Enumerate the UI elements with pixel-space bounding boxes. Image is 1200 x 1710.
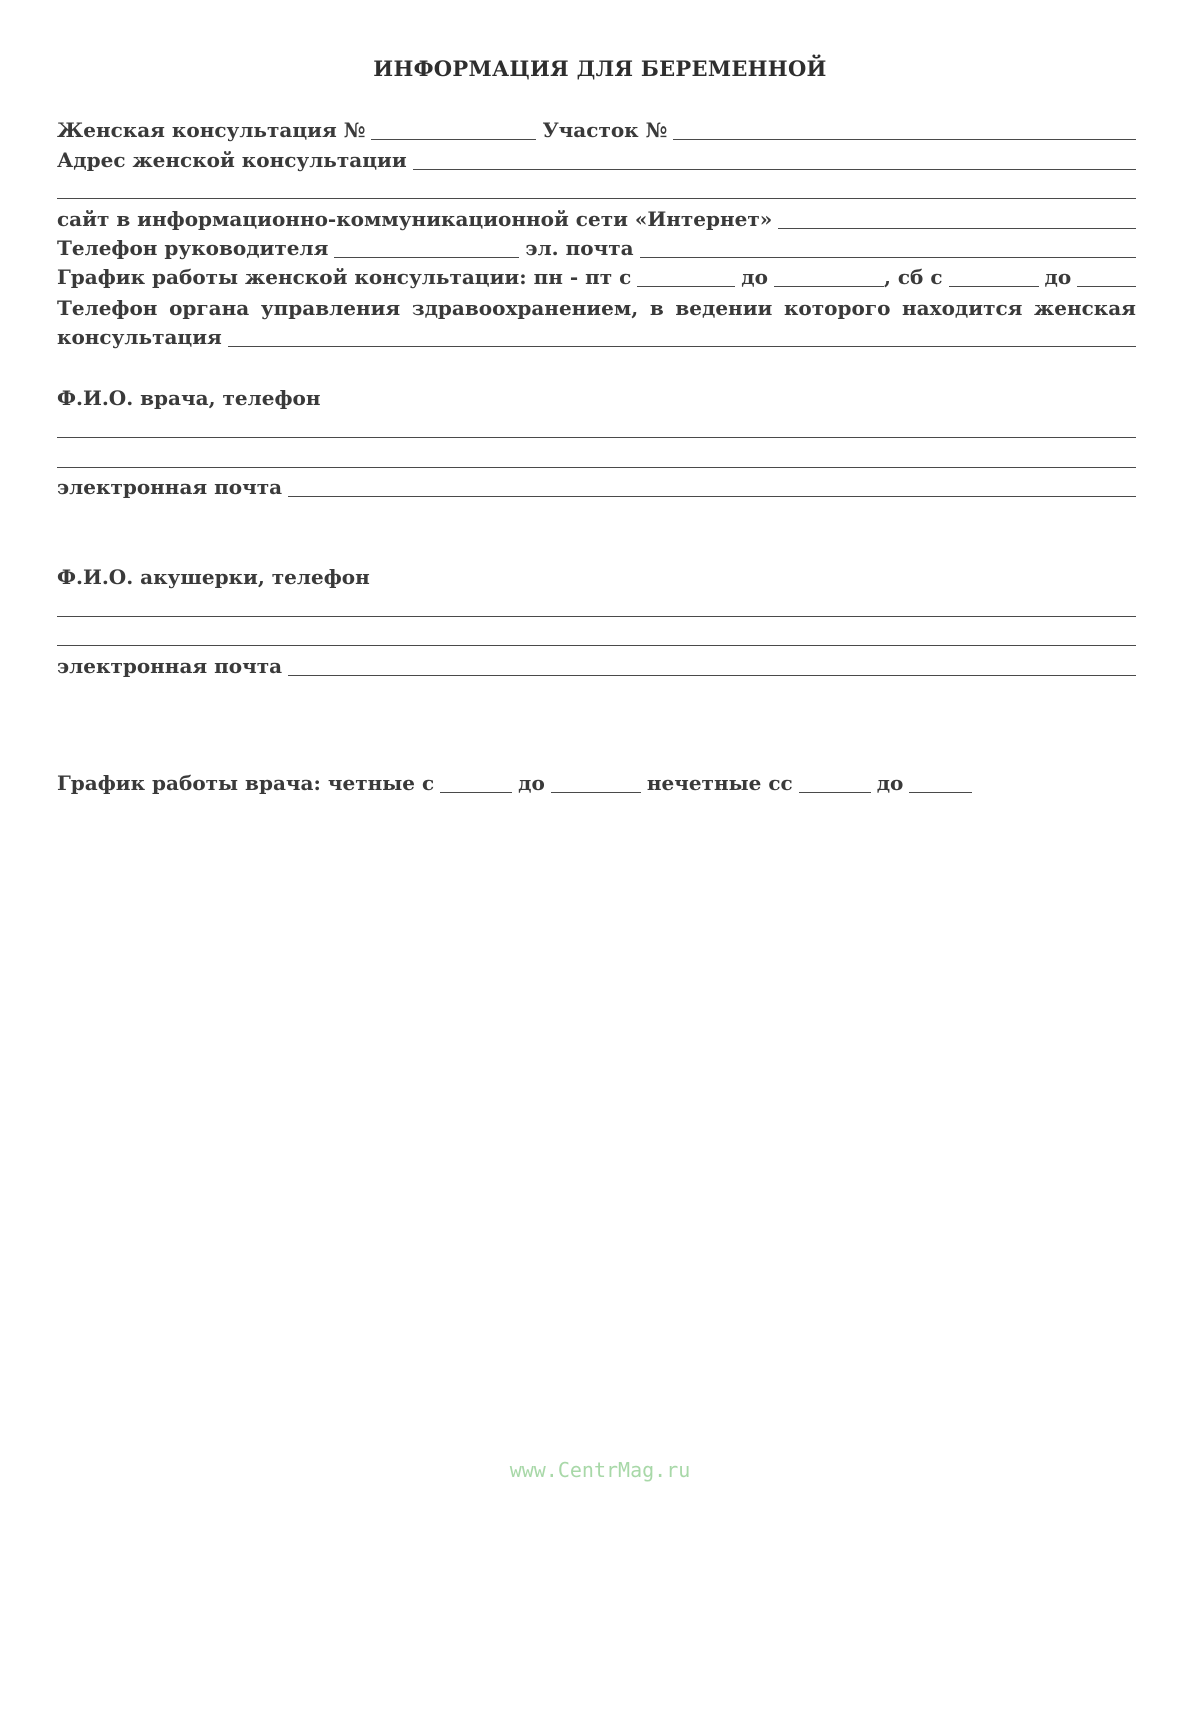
saturday-from-field[interactable] [949,266,1039,287]
row-head-phone [57,236,1136,260]
odd-from-label: нечетные сс [646,771,793,795]
midwife-info-line-2[interactable] [57,645,1136,646]
odd-to-label: до [876,771,904,795]
even-from-field[interactable] [440,772,512,793]
authority-word: здравоохранением, [411,296,639,320]
authority-word: органа [169,296,250,320]
doctor-email-label: электронная почта [57,475,283,499]
district-number-label: Участок № [542,118,668,142]
website-label: сайт в информационно-коммуникационной сети «Интернет» [57,207,773,231]
clinic-schedule-label: График работы женской консультации: пн - пт с [57,265,632,289]
row-doctor-email [57,475,1136,499]
address-field-line-2[interactable] [57,198,1136,199]
head-phone-field[interactable] [334,237,519,258]
row-address [57,148,1136,172]
saturday-from-label: , сб с [883,265,943,289]
email-short-label: эл. почта [525,236,634,260]
authority-word: управления [260,296,401,320]
midwife-name-phone-label: Ф.И.О. акушерки, телефон [57,565,370,589]
address-field[interactable] [413,149,1136,170]
authority-word: женская [1034,296,1136,320]
watermark-text: www.CentrMag.ru [509,1458,691,1482]
address-label: Адрес женской консультации [57,148,407,172]
authority-phone-text [57,296,1136,320]
authority-word: Телефон [57,296,158,320]
row-website [57,207,1136,231]
midwife-label-row [57,565,1136,589]
clinic-number-field[interactable] [371,119,536,140]
doctor-info-line-2[interactable] [57,467,1136,468]
weekday-from-field[interactable] [637,266,735,287]
row-clinic-number [57,118,1136,142]
odd-from-field[interactable] [799,772,871,793]
even-to-field[interactable] [551,772,641,793]
doctor-schedule-label: График работы врача: четные с [57,771,435,795]
head-phone-label: Телефон руководителя [57,236,329,260]
district-number-field[interactable] [673,119,1136,140]
authority-word: ведении [675,296,773,320]
doctor-email-field[interactable] [288,476,1136,497]
website-field[interactable] [778,208,1136,229]
even-to-label: до [518,771,545,795]
weekday-to-label: до [741,265,768,289]
saturday-to-label: до [1044,265,1072,289]
authority-word: находится [902,296,1023,320]
authority-word: в [649,296,664,320]
document-title: ИНФОРМАЦИЯ ДЛЯ БЕРЕМЕННОЙ [373,56,827,81]
clinic-number-label: Женская консультация № [57,118,366,142]
weekday-to-field[interactable] [774,266,884,287]
authority-word: которого [783,296,891,320]
doctor-label-row [57,386,1136,410]
row-clinic-schedule [57,265,1136,289]
midwife-info-line-1[interactable] [57,616,1136,617]
row-authority-phone [57,325,1136,349]
row-doctor-schedule [57,771,972,795]
saturday-to-field[interactable] [1077,266,1136,287]
authority-phone-label-cont: консультация [57,325,222,349]
odd-to-field[interactable] [909,772,972,793]
authority-phone-field[interactable] [228,326,1136,347]
row-midwife-email [57,654,1136,678]
midwife-email-field[interactable] [288,655,1136,676]
head-email-field[interactable] [640,237,1136,258]
doctor-info-line-1[interactable] [57,437,1136,438]
doctor-name-phone-label: Ф.И.О. врача, телефон [57,386,321,410]
midwife-email-label: электронная почта [57,654,283,678]
